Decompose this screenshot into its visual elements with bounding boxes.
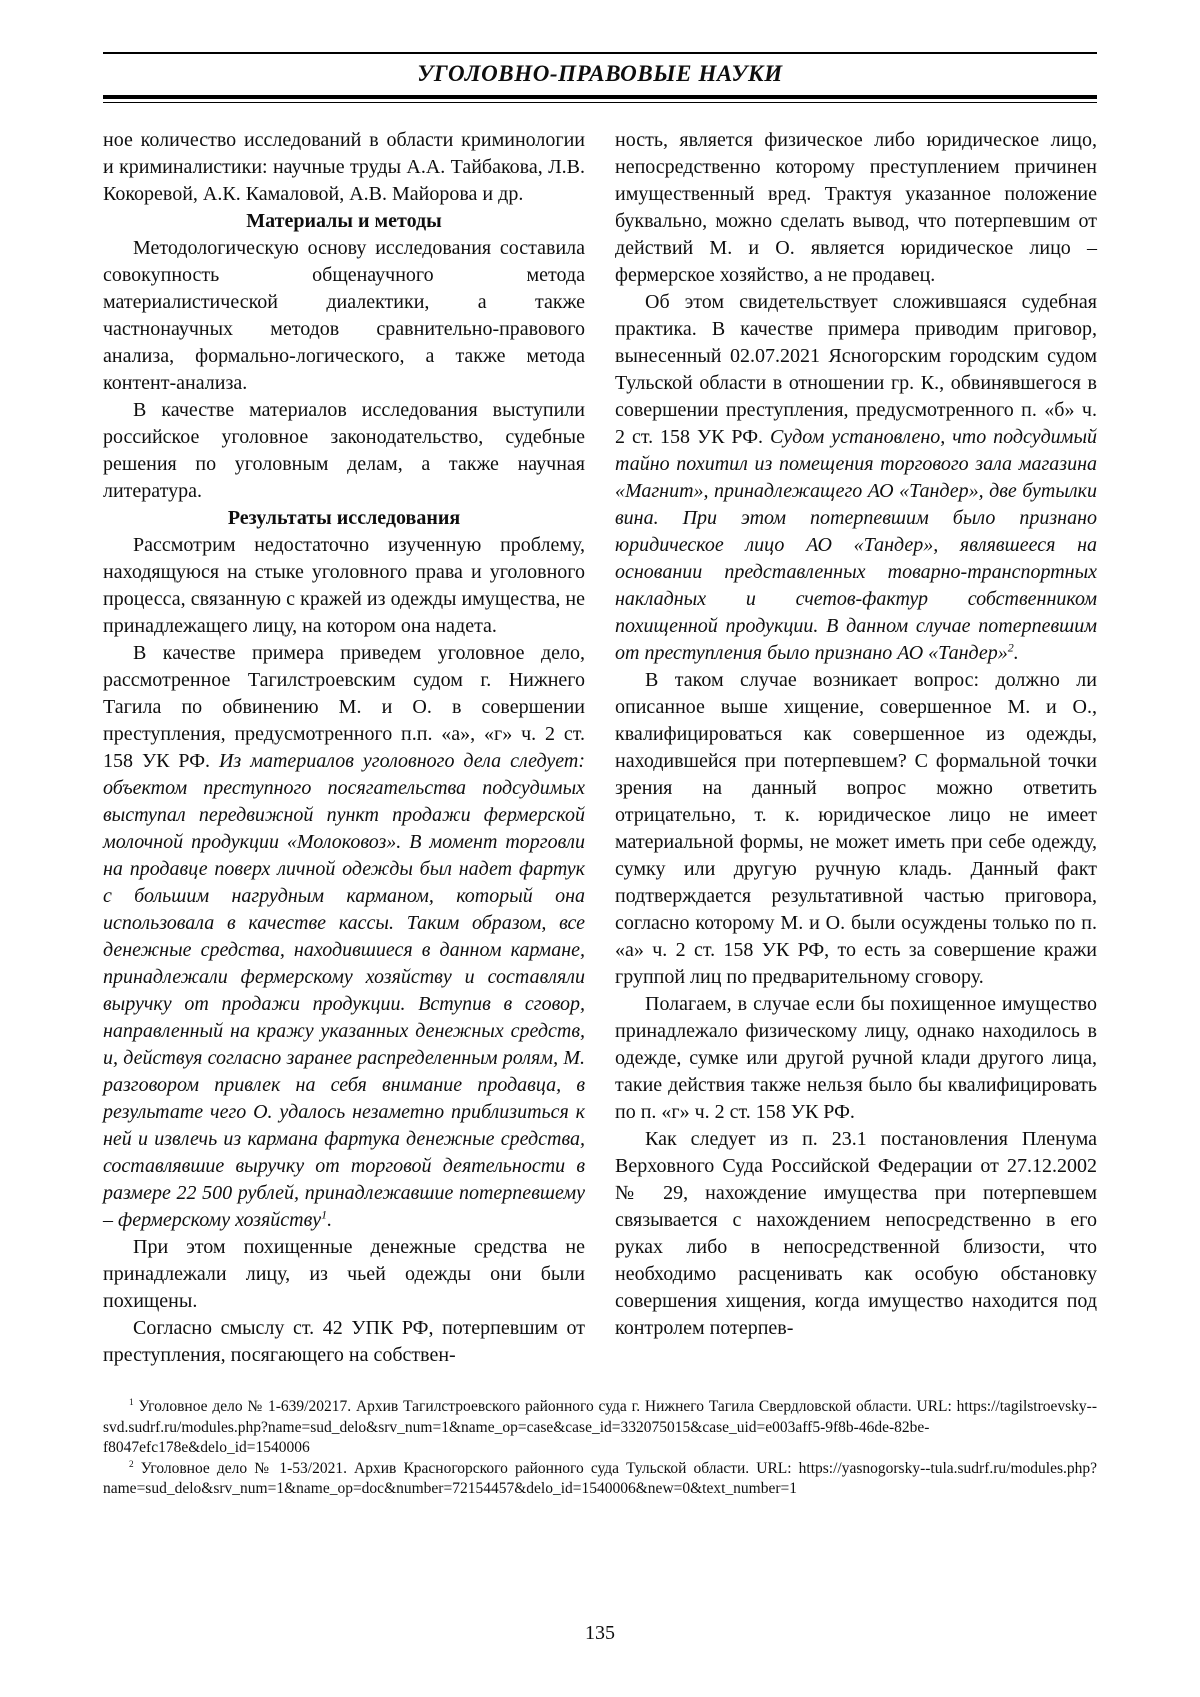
page-header (103, 52, 1097, 103)
text-run: Рассмотрим недостаточно изученную проблему, находящуюся на стыке уголовного права и уголовного процесса, связанную с кражей из одежды имущества, не принадлежащего лицу, на котором она надета. (103, 534, 585, 637)
article-body (103, 127, 1097, 1369)
text-run: Результаты исследования (227, 507, 461, 529)
text-run: В качестве примера приведем уголовное дело, рассмотренное Тагилстроевским судом г. Нижнего Тагила по обвинению М. и О. в совершении преступления, предусмотренного п.п. «а», «г» ч. 2 ст. 158 УК РФ. (103, 642, 585, 772)
body-paragraph (615, 1126, 1097, 1342)
right-column (615, 127, 1097, 1369)
footnotes-block (103, 1397, 1097, 1500)
body-paragraph (615, 667, 1097, 991)
text-run: Как следует из п. 23.1 постановления Пленума Верховного Суда Российской Федерации от 27.12.2002 № 29, нахождение имущества при потерпевшем связывается с нахождением непосредственно в его руках либо в непосредственной близости, что необходимо расценивать как особую обстановку совершения хищения, когда имущество находится под контролем потерпев- (615, 1128, 1097, 1339)
text-run: Материалы и методы (246, 210, 442, 232)
text-run: В таком случае возникает вопрос: должно ли описанное выше хищение, совершенное М. и О., квалифицироваться как совершенное из одежды, находившейся при потерпевшем? С формальной точки зрения на данный вопрос можно ответить отрицательно, т. к. юридическое лицо не имеет материальной формы, не может иметь при себе одежду, сумку или другую ручную кладь. Данный факт подтверждается результативной частью приговора, согласно которому М. и О. были осуждены только по п. «а» ч. 2 ст. 158 УК РФ, то есть за совершение кражи группой лиц по предварительному сговору. (615, 669, 1097, 988)
section-title: УГОЛОВНО-ПРАВОВЫЕ НАУКИ (417, 61, 783, 86)
text-run: Согласно смыслу ст. 42 УПК РФ, потерпевшим от преступления, посягающего на собствен- (103, 1317, 585, 1366)
text-run: Методологическую основу исследования составила совокупность общенаучного метода материалистической диалектики, а также частнонаучных методов сравнительно-правового анализа, формально-логического, а также метода контент-анализа. (103, 237, 585, 394)
footnote-marker: 1 (129, 1397, 134, 1408)
page-number: 135 (585, 1622, 615, 1644)
text-run: ность, является физическое либо юридическое лицо, непосредственно которому преступлением причинен имущественный вред. Трактуя указанное положение буквально, можно сделать вывод, что потерпевшим от действий М. и О. является юридическое лицо – фермерское хозяйство, а не продавец. (615, 129, 1097, 286)
text-run: Судом установлено, что подсудимый тайно похитил из помещения торгового зала магазина «Магнит», принадлежащего АО «Тандер», две бутылки вина. При этом потерпевшим было признано юридическое лицо АО «Тандер», являвшееся на основании представленных товарно-транспортных накладных и счетов-фактур собственником похищенной продукции. В данном случае потерпевшим от преступления было признано АО «Тандер» (615, 426, 1097, 664)
body-paragraph (615, 127, 1097, 289)
text-run: Полагаем, в случае если бы похищенное имущество принадлежало физическому лицу, однако находилось в одежде, сумке или другой ручной клади другого лица, такие действия также нельзя было бы квалифицировать по п. «г» ч. 2 ст. 158 УК РФ. (615, 993, 1097, 1123)
footnote (103, 1459, 1097, 1500)
body-paragraph (615, 289, 1097, 667)
body-paragraph (103, 1234, 585, 1315)
footnote-marker: 2 (129, 1459, 134, 1470)
footnote-text: Уголовное дело № 1-53/2021. Архив Красногорского районного суда Тульской области. URL: https://yasnogorsky--tula.sudrf.ru/modules.php?name=sud_delo&srv_num=1&name_op=doc&number=72154457&delo_id=1540006&new=0&text_number=1 (103, 1459, 1097, 1497)
section-heading (103, 208, 585, 235)
footnote-text: Уголовное дело № 1-639/20217. Архив Тагилстроевского районного суда г. Нижнего Тагила Свердловской области. URL: https://tagilstroevsky--svd.sudrf.ru/modules.php?name=sud_delo&srv_num=1&name_op=case&case_id=332075015&case_uid=e003aff5-9f8b-46de-82be-f8047efc178e&delo_id=1540006 (103, 1398, 1097, 1456)
footnote-marker: 1 (321, 1207, 328, 1222)
body-paragraph (103, 397, 585, 505)
body-paragraph (103, 1315, 585, 1369)
body-paragraph (103, 640, 585, 1234)
footnote (103, 1397, 1097, 1459)
section-heading (103, 505, 585, 532)
text-run: Об этом свидетельствует сложившаяся судебная практика. В качестве примера приводим приговор, вынесенный 02.07.2021 Ясногорским городским судом Тульской области в отношении гр. К., обвинявшегося в совершении преступления, предусмотренного п. «б» ч. 2 ст. 158 УК РФ. (615, 291, 1097, 448)
text-run: Из материалов уголовного дела следует: объектом преступного посягательства подсудимых выступал передвижной пункт продажи фермерской молочной продукции «Молоковоз». В момент торговли на продавце поверх личной одежды был надет фартук с большим нагрудным карманом, который она использовала в качестве кассы. Таким образом, все денежные средства, находившиеся в данном кармане, принадлежали фермерскому хозяйству и составляли выручку от продажи продукции. Вступив в сговор, направленный на кражу указанных денежных средств, и, действуя согласно заранее распределенным ролям, М. разговором привлек на себя внимание продавца, в результате чего О. удалось незаметно приблизиться к ней и извлечь из кармана фартука денежные средства, составлявшие выручку от торговой деятельности в размере 22 500 рублей, принадлежавшие потерпевшему – фермерскому хозяйству (103, 750, 585, 1231)
body-paragraph (103, 532, 585, 640)
body-paragraph (615, 991, 1097, 1126)
left-column (103, 127, 585, 1369)
text-run: . (1013, 642, 1019, 664)
text-run: При этом похищенные денежные средства не принадлежали лицу, из чьей одежды они были похищены. (103, 1236, 585, 1312)
text-run: ное количество исследований в области криминологии и криминалистики: научные труды А.А. Тайбакова, Л.В. Кокоревой, А.К. Камаловой, А.В. Майорова и др. (103, 129, 585, 205)
text-run: . (327, 1209, 333, 1231)
text-run: В качестве материалов исследования выступили российское уголовное законодательство, судебные решения по уголовным делам, а также научная литература. (103, 399, 585, 502)
body-paragraph (103, 127, 585, 208)
body-paragraph (103, 235, 585, 397)
footnote-marker: 2 (1007, 640, 1014, 655)
header-rule-bottom (103, 95, 1097, 103)
